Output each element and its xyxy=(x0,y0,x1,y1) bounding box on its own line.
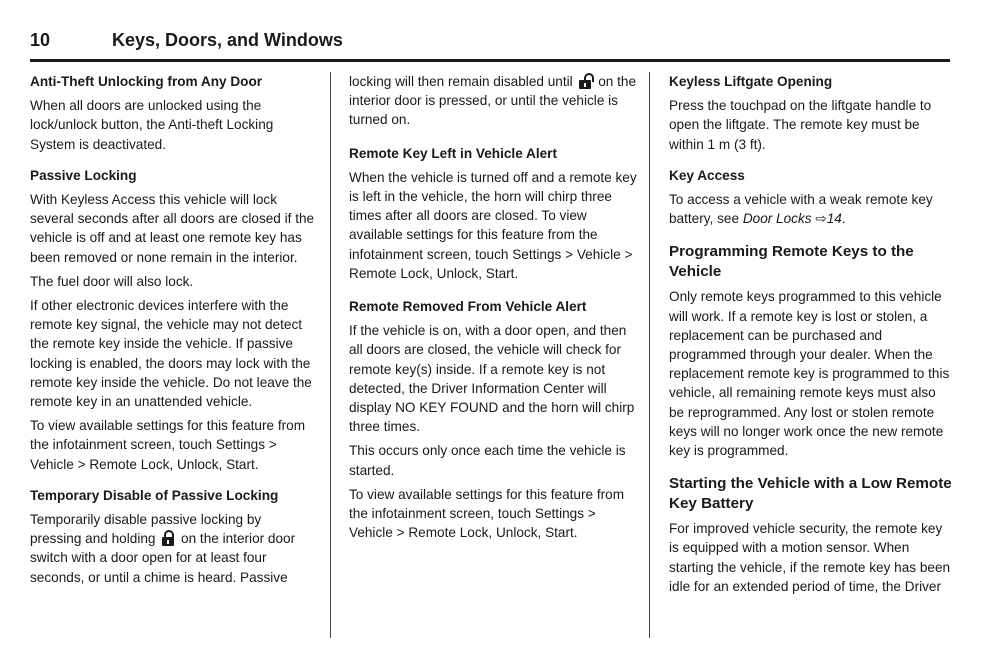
page-header xyxy=(30,28,950,58)
paragraph: When the vehicle is turned off and a remote key is left in the vehicle, the horn will chirp three times after all doors are closed. To view available settings for this feature from the infotainment screen, touch Settings > Vehicle > Remote Lock, Unlock, Start. xyxy=(349,169,637,281)
paragraph: To view available settings for this feature from the infotainment screen, touch Settings > Vehicle > Remote Lock, Unlock, Start. xyxy=(349,486,625,541)
paragraph: With Keyless Access this vehicle will lock several seconds after all doors are closed if the vehicle is off and at least one remote key has been removed or none remain in the interior. xyxy=(30,192,315,265)
header-rule xyxy=(30,59,950,62)
text-run: on the interior door is pressed, or until the vehicle is turned on. xyxy=(349,74,637,128)
paragraph: Press the touchpad on the liftgate handle to open the liftgate. The remote key must be within 1 m (3 ft). xyxy=(669,98,932,152)
page-reference[interactable]: 14 xyxy=(826,211,842,227)
column-divider xyxy=(330,72,331,638)
column-right xyxy=(669,72,954,596)
section-heading: Passive Locking xyxy=(30,167,137,183)
paragraph: For improved vehicle security, the remote key is equipped with a motion sensor. When starting the vehicle, if the remote key has been idle for an extended period of time, the Driver xyxy=(669,521,951,594)
chapter-title: Keys, Doors, and Windows xyxy=(112,30,343,50)
section-heading: Temporary Disable of Passive Locking xyxy=(30,487,279,503)
arrow-icon: ⇨ xyxy=(815,211,827,227)
section-heading: Key Access xyxy=(669,167,745,183)
text-run: locking will then remain disabled until xyxy=(349,74,573,89)
text-run: Temporarily disable passive locking by pressing and holding xyxy=(30,512,262,547)
paragraph: If the vehicle is on, with a door open, and then all doors are closed, the vehicle will check for remote key(s) inside. If a remote key is not detected, the Driver Information Center will display NO KEY FOUND and the horn will chirp three times. xyxy=(349,323,635,435)
section-heading: Keyless Liftgate Opening xyxy=(669,74,833,89)
column-divider xyxy=(649,72,650,638)
paragraph xyxy=(669,190,954,228)
section-heading: Remote Key Left in Vehicle Alert xyxy=(349,145,557,161)
text-run: . xyxy=(841,211,846,227)
text-run: on the interior door switch with a door open for at least four seconds, or until a chime is heard. Passive xyxy=(30,531,296,585)
section-heading: Anti-Theft Unlocking from Any Door xyxy=(30,74,263,89)
paragraph: Only remote keys programmed to this vehicle will work. If a remote key is lost or stolen, a replacement can be purchased and programmed through your dealer. When the replacement remote key is programmed to this vehicle, all remaining remote keys must also be reprogrammed. Any lost or stolen remote keys will no longer work once the new remote key is programmed. xyxy=(669,289,950,459)
page-number: 10 xyxy=(30,30,51,50)
paragraph: If other electronic devices interfere with the remote key signal, the vehicle may not detect the remote key inside the vehicle. If passive locking is enabled, the doors may lock with the remote key inside the vehicle. Do not leave the remote key in an unattended vehicle. xyxy=(30,298,312,410)
column-middle xyxy=(349,72,637,542)
paragraph xyxy=(30,510,315,587)
subsection-heading: Starting the Vehicle with a Low Remote Key Battery xyxy=(669,475,952,513)
paragraph: This occurs only once each time the vehicle is started. xyxy=(349,443,626,478)
paragraph: To view available settings for this feature from the infotainment screen, touch Settings > Vehicle > Remote Lock, Unlock, Start. xyxy=(30,418,306,472)
subsection-heading: Programming Remote Keys to the Vehicle xyxy=(669,243,914,281)
paragraph: The fuel door will also lock. xyxy=(30,273,194,289)
paragraph xyxy=(349,72,637,130)
lock-icon xyxy=(161,530,175,546)
text-run: To access a vehicle with a weak remote key battery, see xyxy=(669,192,933,227)
column-left xyxy=(30,72,315,587)
cross-reference-link[interactable]: Door Locks xyxy=(742,211,812,227)
paragraph: When all doors are unlocked using the lock/unlock button, the Anti-theft Locking System is deactivated. xyxy=(30,98,274,152)
section-heading: Remote Removed From Vehicle Alert xyxy=(349,299,587,315)
unlock-icon xyxy=(578,73,592,89)
